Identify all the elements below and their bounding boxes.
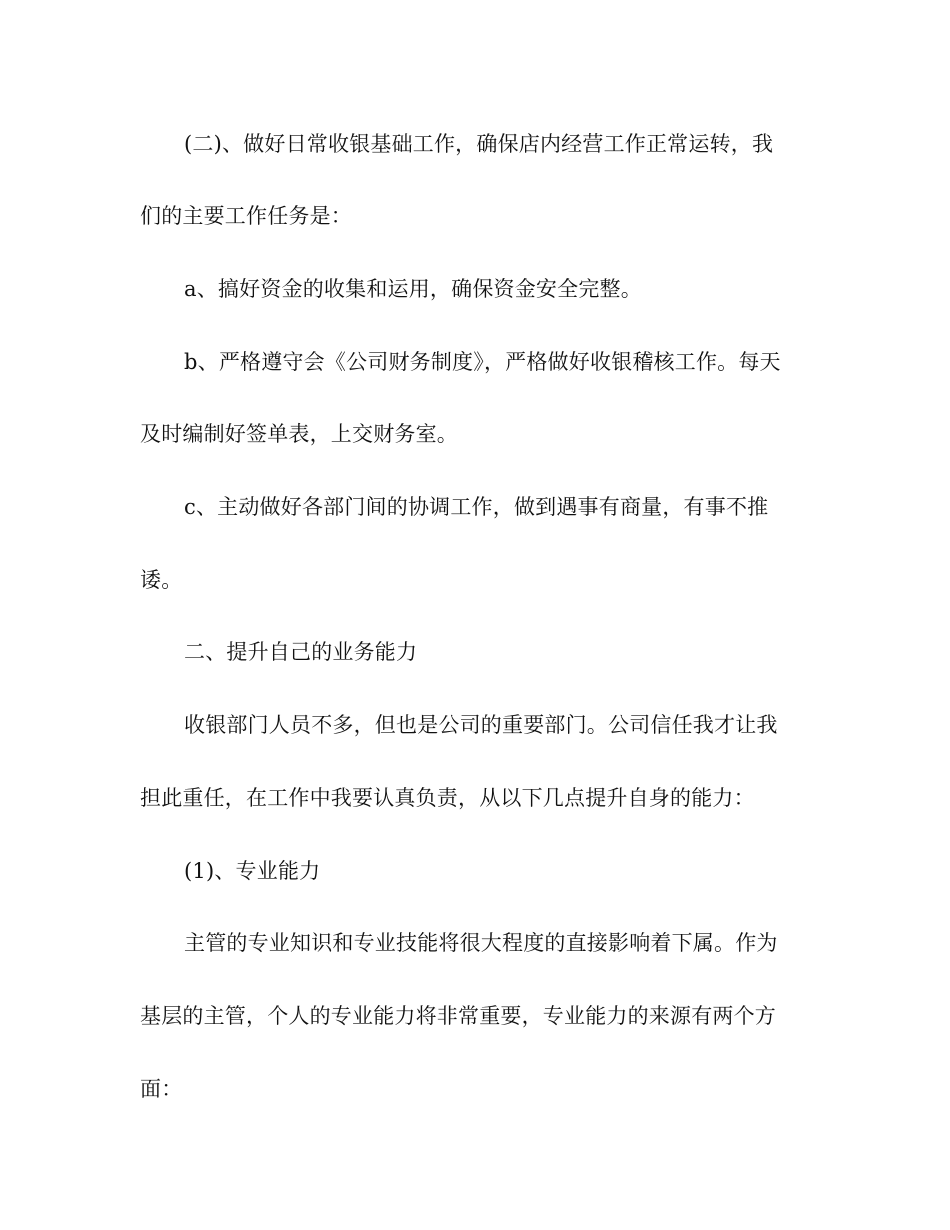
list-item-c-line-1: c、主动做好各部门间的协调工作，做到遇事有商量，有事不推 [184, 495, 769, 519]
list-item-a: a、搞好资金的收集和运用，确保资金安全完整。 [184, 277, 642, 301]
paragraph-2-line-1: (二)、做好日常收银基础工作，确保店内经营工作正常运转，我 [184, 132, 774, 156]
list-item-c-line-2: 诿。 [140, 568, 183, 592]
paragraph-4-line-3: 面： [140, 1077, 183, 1101]
paragraph-3-line-1: 收银部门人员不多，但也是公司的重要部门。公司信任我才让我 [184, 713, 778, 737]
paragraph-2-line-2: 们的主要工作任务是： [140, 204, 352, 228]
paragraph-3-line-2: 担此重任，在工作中我要认真负责，从以下几点提升自身的能力： [140, 786, 755, 810]
paragraph-4-line-1: 主管的专业知识和专业技能将很大程度的直接影响着下属。作为 [184, 931, 778, 955]
subheading-1: (1)、专业能力 [184, 859, 321, 883]
section-heading-2: 二、提升自己的业务能力 [184, 640, 418, 664]
paragraph-4-line-2: 基层的主管，个人的专业能力将非常重要，专业能力的来源有两个方 [140, 1004, 776, 1028]
list-item-b-line-2: 及时编制好签单表，上交财务室。 [140, 422, 458, 446]
list-item-b-line-1: b、严格遵守会《公司财务制度》，严格做好收银稽核工作。每天 [184, 350, 781, 374]
